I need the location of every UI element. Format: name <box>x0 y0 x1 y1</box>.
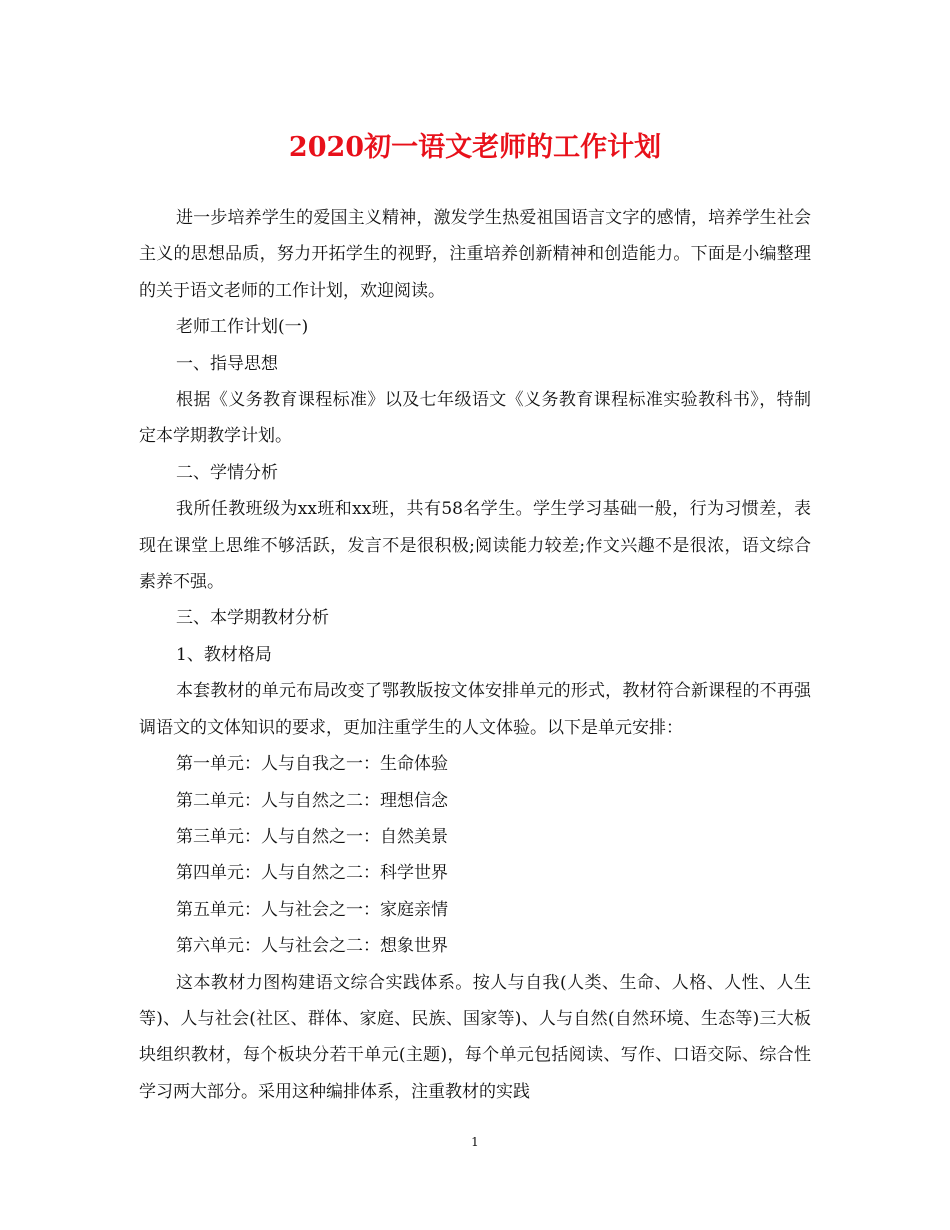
unit-item-2: 第二单元：人与自然之二：理想信念 <box>176 790 448 811</box>
paragraph-guiding-thought: 根据《义务教育课程标准》以及七年级语文《义务教育课程标准实验教科书》，特制定本学期教学计划。 <box>139 390 811 447</box>
paragraph-textbook-layout: 本套教材的单元布局改变了鄂教版按文体安排单元的形式，教材符合新课程的不再强调语文的文体知识的要求，更加注重学生的人文体验。以下是单元安排： <box>139 681 811 738</box>
paragraph-student-analysis: 我所任教班级为xx班和xx班，共有58名学生。学生学习基础一般，行为习惯差，表现在课堂上思维不够活跃，发言不是很积极;阅读能力较差;作文兴趣不是很浓，语文综合素养不强。 <box>139 499 811 593</box>
heading-plan-one: 老师工作计划(一) <box>176 317 309 338</box>
heading-textbook-analysis: 三、本学期教材分析 <box>176 608 329 629</box>
unit-item-5: 第五单元：人与社会之一：家庭亲情 <box>176 899 448 920</box>
unit-item-1: 第一单元：人与自我之一：生命体验 <box>176 754 448 775</box>
paragraph-practice-system: 这本教材力图构建语文综合实践体系。按人与自我(人类、生命、人格、人性、人生等)、人与社会(社区、群体、家庭、民族、国家等)、人与自然(自然环境、生态等)三大板块组织教材，每个板块分若干单元(主题)，每个单元包括阅读、写作、口语交际、综合性学习两大部分。采用这种编排体系，注重教材的实践 <box>139 972 811 1102</box>
unit-item-4: 第四单元：人与自然之二：科学世界 <box>176 863 448 884</box>
unit-item-3: 第三单元：人与自然之一：自然美景 <box>176 826 448 847</box>
document-title: 2020初一语文老师的工作计划 <box>288 132 662 163</box>
document-body <box>139 200 811 1110</box>
paragraph-intro: 进一步培养学生的爱国主义精神，激发学生热爱祖国语言文字的感情，培养学生社会主义的思想品质，努力开拓学生的视野，注重培养创新精神和创造能力。下面是小编整理的关于语文老师的工作计划，欢迎阅读。 <box>139 208 811 301</box>
heading-student-analysis: 二、学情分析 <box>176 462 278 483</box>
heading-textbook-layout: 1、教材格局 <box>176 644 272 665</box>
unit-item-6: 第六单元：人与社会之二：想象世界 <box>176 936 448 957</box>
page-number: 1 <box>471 1135 479 1149</box>
heading-guiding-thought: 一、指导思想 <box>176 353 278 374</box>
